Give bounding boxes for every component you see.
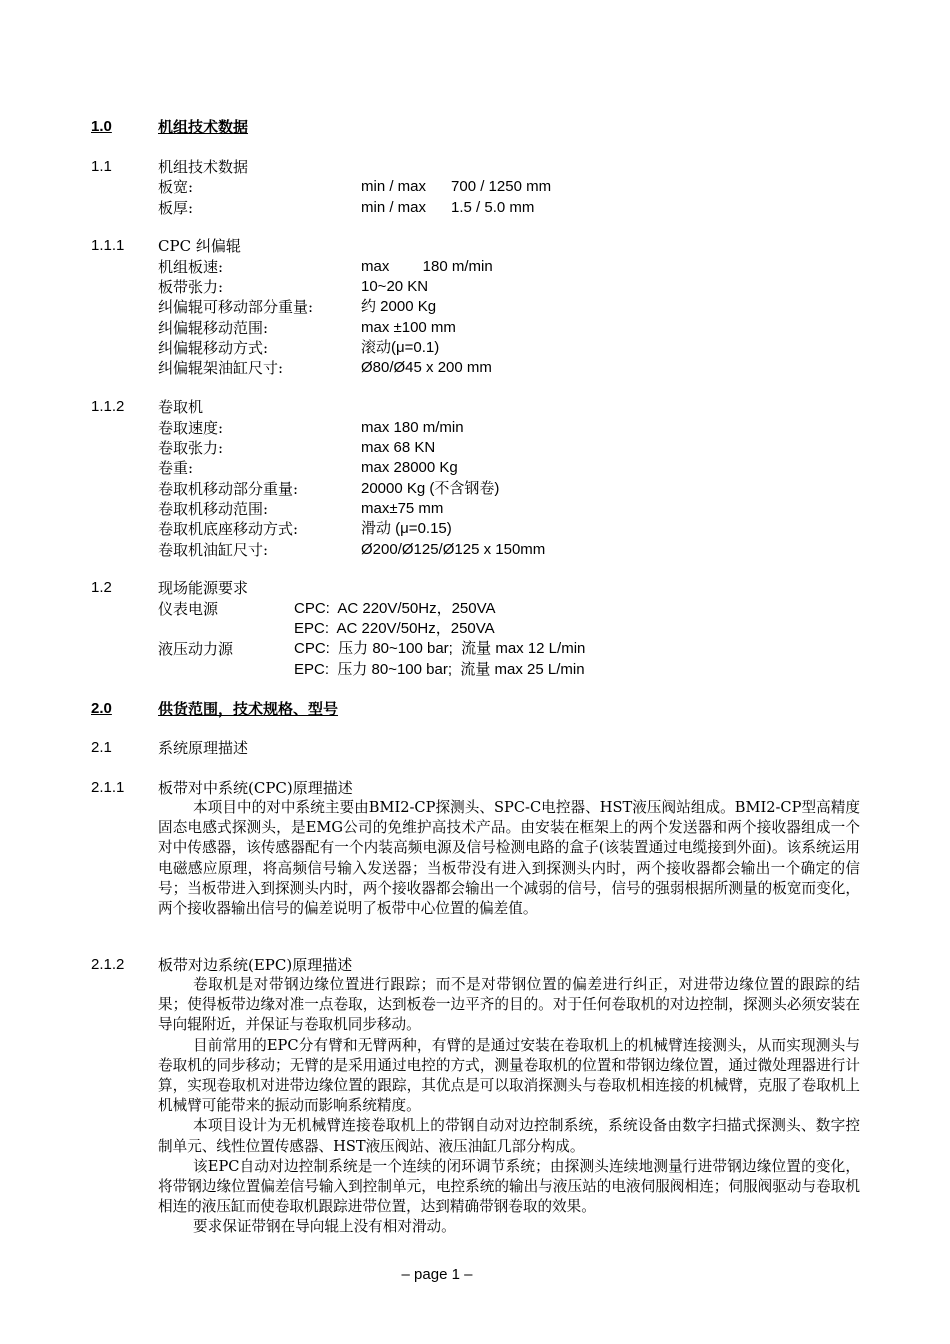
spec-label: 纠偏辊可移动部分重量: bbox=[158, 298, 314, 316]
spec-label: 卷取机移动部分重量: bbox=[158, 480, 299, 498]
epc-description bbox=[158, 975, 860, 1238]
paragraph: 本项目设计为无机械臂连接卷取机上的带钢自动对边控制系统，系统设备由数字扫描式探测头、数字控制单元、线性位置传感器、HST液压阀站、液压油缸几部分构成。 bbox=[158, 1117, 860, 1155]
spec-label: 仪表电源 bbox=[158, 600, 219, 618]
paragraph: 该EPC自动对边控制系统是一个连续的闭环调节系统；由探测头连续地测量行进带钢边缘位置的变化，将带钢边缘位置偏差信号输入到控制单元，电控系统的输出与液压站的电液伺服阀相连；伺服阀驱动与卷取机相连的液压缸而使卷取机跟踪进带位置，达到精确带钢卷取的效果。 bbox=[158, 1157, 860, 1216]
spec-label: 纠偏辊架油缸尺寸: bbox=[158, 359, 284, 377]
section-number: 1.1.1 bbox=[91, 237, 125, 254]
section-number: 1.1.2 bbox=[91, 398, 125, 415]
page-number: – page 1 – bbox=[401, 1266, 473, 1283]
spec-value: 滚动(μ=0.1) bbox=[361, 339, 440, 356]
section-title: 系统原理描述 bbox=[158, 739, 249, 757]
spec-label: 纠偏辊移动方式: bbox=[158, 339, 269, 357]
spec-value: 10~20 KN bbox=[361, 278, 429, 295]
paragraph: 要求保证带钢在导向辊上没有相对滑动。 bbox=[193, 1218, 456, 1236]
section-title: CPC 纠偏辊 bbox=[158, 237, 241, 255]
spec-label: 卷取速度: bbox=[158, 419, 224, 437]
spec-label: 机组板速: bbox=[158, 258, 224, 276]
section-number: 1.2 bbox=[91, 579, 112, 596]
spec-value: min / max 700 / 1250 mm bbox=[361, 178, 552, 195]
section-title: 卷取机 bbox=[158, 398, 204, 416]
spec-value: EPC: AC 220V/50Hz，250VA bbox=[294, 620, 495, 637]
section-title: 板带对边系统(EPC)原理描述 bbox=[158, 956, 353, 974]
spec-value: CPC: 压力 80~100 bar; 流量 max 12 L/min bbox=[294, 640, 586, 657]
section-number: 2.1.1 bbox=[91, 779, 125, 796]
spec-value: Ø200/Ø125/Ø125 x 150mm bbox=[361, 541, 546, 558]
spec-value: max±75 mm bbox=[361, 500, 444, 517]
paragraph: 目前常用的EPC分有臂和无臂两种，有臂的是通过安装在卷取机上的机械臂连接测头，从而实现测头与卷取机的同步移动；无臂的是采用通过电控的方式，测量卷取机的位置和带钢边缘位置，通过微处理器进行计算，实现卷取机对进带边缘位置的跟踪，其优点是可以取消探测头与卷取机相连接的机械臂，克服了卷取机上机械臂可能带来的振动而影响系统精度。 bbox=[158, 1036, 860, 1115]
spec-value: max 180 m/min bbox=[361, 419, 464, 436]
paragraph: 本项目中的对中系统主要由BMI2-CP探测头、SPC-C电控器、HST液压阀站组成。BMI2-CP型高精度固态电感式探测头，是EMG公司的免维护高技术产品。由安装在框架上的两个发送器和两个接收器组成一个对中传感器，该传感器配有一个内装高频电源及信号检测电路的盒子(该装置通过电缆接到外面)。该系统运用电磁感应原理，将高频信号输入发送器；当板带没有进入到探测头内时，两个接收器都会输出一个确定的信号；当板带进入到探测头内时，两个接收器都会输出一个减弱的信号，信号的强弱根据所测量的板宽而变化，两个接收器输出信号的偏差说明了板带中心位置的偏差值。 bbox=[158, 799, 860, 918]
spec-value: max ±100 mm bbox=[361, 319, 456, 336]
spec-label: 卷取机油缸尺寸: bbox=[158, 541, 269, 559]
spec-value: 约 2000 Kg bbox=[361, 298, 437, 315]
spec-label: 纠偏辊移动范围: bbox=[158, 319, 269, 337]
spec-value: max 180 m/min bbox=[361, 258, 493, 275]
spec-value: max 28000 Kg bbox=[361, 459, 458, 476]
spec-label: 板厚: bbox=[158, 199, 194, 217]
spec-value: 滑动 (μ=0.15) bbox=[361, 520, 452, 537]
spec-label: 卷取机移动范围: bbox=[158, 500, 269, 518]
spec-label: 液压动力源 bbox=[158, 640, 234, 658]
spec-value: EPC: 压力 80~100 bar; 流量 max 25 L/min bbox=[294, 661, 585, 678]
section-title: 机组技术数据 bbox=[158, 158, 249, 176]
spec-value: CPC: AC 220V/50Hz，250VA bbox=[294, 600, 496, 617]
spec-label: 板宽: bbox=[158, 178, 194, 196]
section-number: 2.1.2 bbox=[91, 956, 125, 973]
spec-label: 卷取机底座移动方式: bbox=[158, 520, 299, 538]
section-number: 1.1 bbox=[91, 158, 112, 175]
section-title: 现场能源要求 bbox=[158, 579, 249, 597]
spec-label: 卷重: bbox=[158, 459, 194, 477]
section-title: 机组技术数据 bbox=[158, 118, 249, 136]
cpc-description bbox=[158, 798, 860, 919]
section-number: 1.0 bbox=[91, 118, 112, 135]
section-title: 供货范围，技术规格、型号 bbox=[158, 700, 339, 718]
section-title: 板带对中系统(CPC)原理描述 bbox=[158, 779, 353, 797]
spec-label: 板带张力: bbox=[158, 278, 224, 296]
spec-label: 卷取张力: bbox=[158, 439, 224, 457]
section-number: 2.1 bbox=[91, 739, 112, 756]
spec-value: Ø80/Ø45 x 200 mm bbox=[361, 359, 492, 376]
paragraph: 卷取机是对带钢边缘位置进行跟踪；而不是对带钢位置的偏差进行纠正，对进带边缘位置的跟踪的结果；使得板带边缘对准一点卷取，达到板卷一边平齐的目的。对于任何卷取机的对边控制，探测头必须安装在导向辊附近，并保证与卷取机同步移动。 bbox=[158, 976, 860, 1034]
section-number: 2.0 bbox=[91, 700, 112, 717]
spec-value: max 68 KN bbox=[361, 439, 436, 456]
spec-value: min / max 1.5 / 5.0 mm bbox=[361, 199, 535, 216]
spec-value: 20000 Kg (不含钢卷) bbox=[361, 480, 500, 497]
